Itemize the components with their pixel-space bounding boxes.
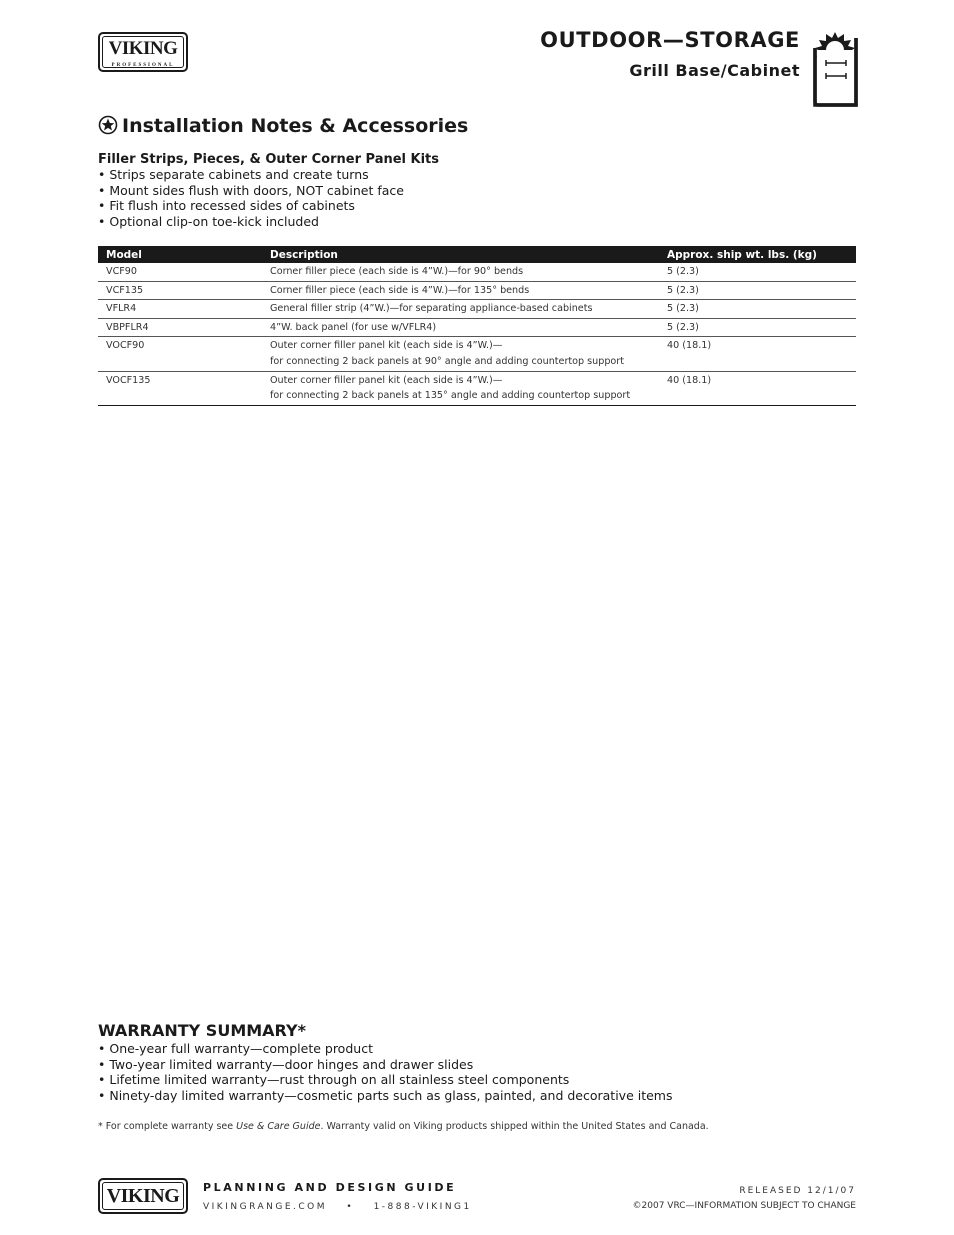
description-line: General filler strip (4”W.)—for separating appliance-based cabinets [270,303,593,315]
description-line: for connecting 2 back panels at 135° angle and adding countertop support [270,390,631,402]
table-row [98,371,856,405]
footer-released: RELEASED 12/1/07 [739,1186,856,1196]
description-line: Corner filler piece (each side is 4”W.)—for 135° bends [270,284,530,296]
warranty-title: WARRANTY SUMMARY* [98,1021,306,1040]
column-header-model: Model [98,246,262,263]
section-title [98,115,468,137]
cell-model: VCF90 [98,263,262,281]
accessories-table [98,246,856,406]
cell-description [262,263,659,281]
cell-model: VOCF90 [98,337,262,371]
cell-weight: 5 (2.3) [659,300,856,319]
table-row [98,300,856,319]
list-item: • Fit flush into recessed sides of cabinets [98,198,404,214]
footnote-pre: * For complete warranty see [98,1121,237,1132]
footer-logo-wordmark: VIKING [106,1185,180,1207]
page-subtitle: Grill Base/Cabinet [629,61,800,80]
table-row [98,337,856,371]
page-title: OUTDOOR—STORAGE [540,28,800,52]
cell-description [262,281,659,300]
footnote-post: . Warranty valid on Viking products shipped within the United States and Canada. [320,1121,709,1132]
cell-description [262,371,659,405]
star-icon [98,115,118,135]
description-line: for connecting 2 back panels at 90° angle and adding countertop support [270,355,625,367]
filler-heading: Filler Strips, Pieces, & Outer Corner Panel Kits [98,152,439,167]
cell-model: VOCF135 [98,371,262,405]
table-header-row [98,246,856,263]
footer-contact [203,1202,472,1212]
footer-viking-logo [98,1178,188,1214]
footer-website: VIKINGRANGE.COM [203,1202,328,1212]
warranty-bullets [98,1041,672,1104]
list-item: • Mount sides flush with doors, NOT cabinet face [98,183,404,199]
description-line: Outer corner filler panel kit (each side is 4”W.)— [270,340,503,352]
list-item: • Optional clip-on toe-kick included [98,214,404,230]
cell-weight: 40 (18.1) [659,337,856,371]
cell-model: VBPFLR4 [98,318,262,337]
table-row [98,263,856,281]
footnote-guide-title: Use & Care Guide [236,1121,321,1132]
list-item: • Strips separate cabinets and create turns [98,167,404,183]
description-line: 4”W. back panel (for use w/VFLR4) [270,321,437,333]
cell-weight: 5 (2.3) [659,263,856,281]
cell-description [262,337,659,371]
column-header-description: Description [262,246,659,263]
list-item: • Lifetime limited warranty—rust through on all stainless steel components [98,1072,672,1088]
list-item: • Two-year limited warranty—door hinges and drawer slides [98,1057,672,1073]
viking-logo [98,32,188,72]
warranty-footnote [98,1121,709,1132]
cell-weight: 5 (2.3) [659,318,856,337]
footer-copyright: ©2007 VRC—INFORMATION SUBJECT TO CHANGE [632,1201,856,1211]
filler-bullets [98,167,404,230]
list-item: • Ninety-day limited warranty—cosmetic parts such as glass, painted, and decorative items [98,1088,672,1104]
cell-model: VFLR4 [98,300,262,319]
cell-description [262,318,659,337]
logo-subtitle: PROFESSIONAL [111,63,175,68]
table-row [98,318,856,337]
list-item: • One-year full warranty—complete product [98,1041,672,1057]
cell-description [262,300,659,319]
section-title-text: Installation Notes & Accessories [122,115,469,137]
cell-model: VCF135 [98,281,262,300]
logo-wordmark: VIKING [108,38,178,59]
cell-weight: 40 (18.1) [659,371,856,405]
table-row [98,281,856,300]
cell-weight: 5 (2.3) [659,281,856,300]
description-line: Outer corner filler panel kit (each side is 4”W.)— [270,374,503,386]
cabinet-sun-icon [810,30,860,108]
description-line: Corner filler piece (each side is 4”W.)—for 90° bends [270,266,524,277]
column-header-weight: Approx. ship wt. lbs. (kg) [659,246,856,263]
footer-guide-title: PLANNING AND DESIGN GUIDE [203,1181,457,1194]
footer-phone: 1-888-VIKING1 [373,1202,472,1212]
footer-separator: • [346,1202,355,1212]
